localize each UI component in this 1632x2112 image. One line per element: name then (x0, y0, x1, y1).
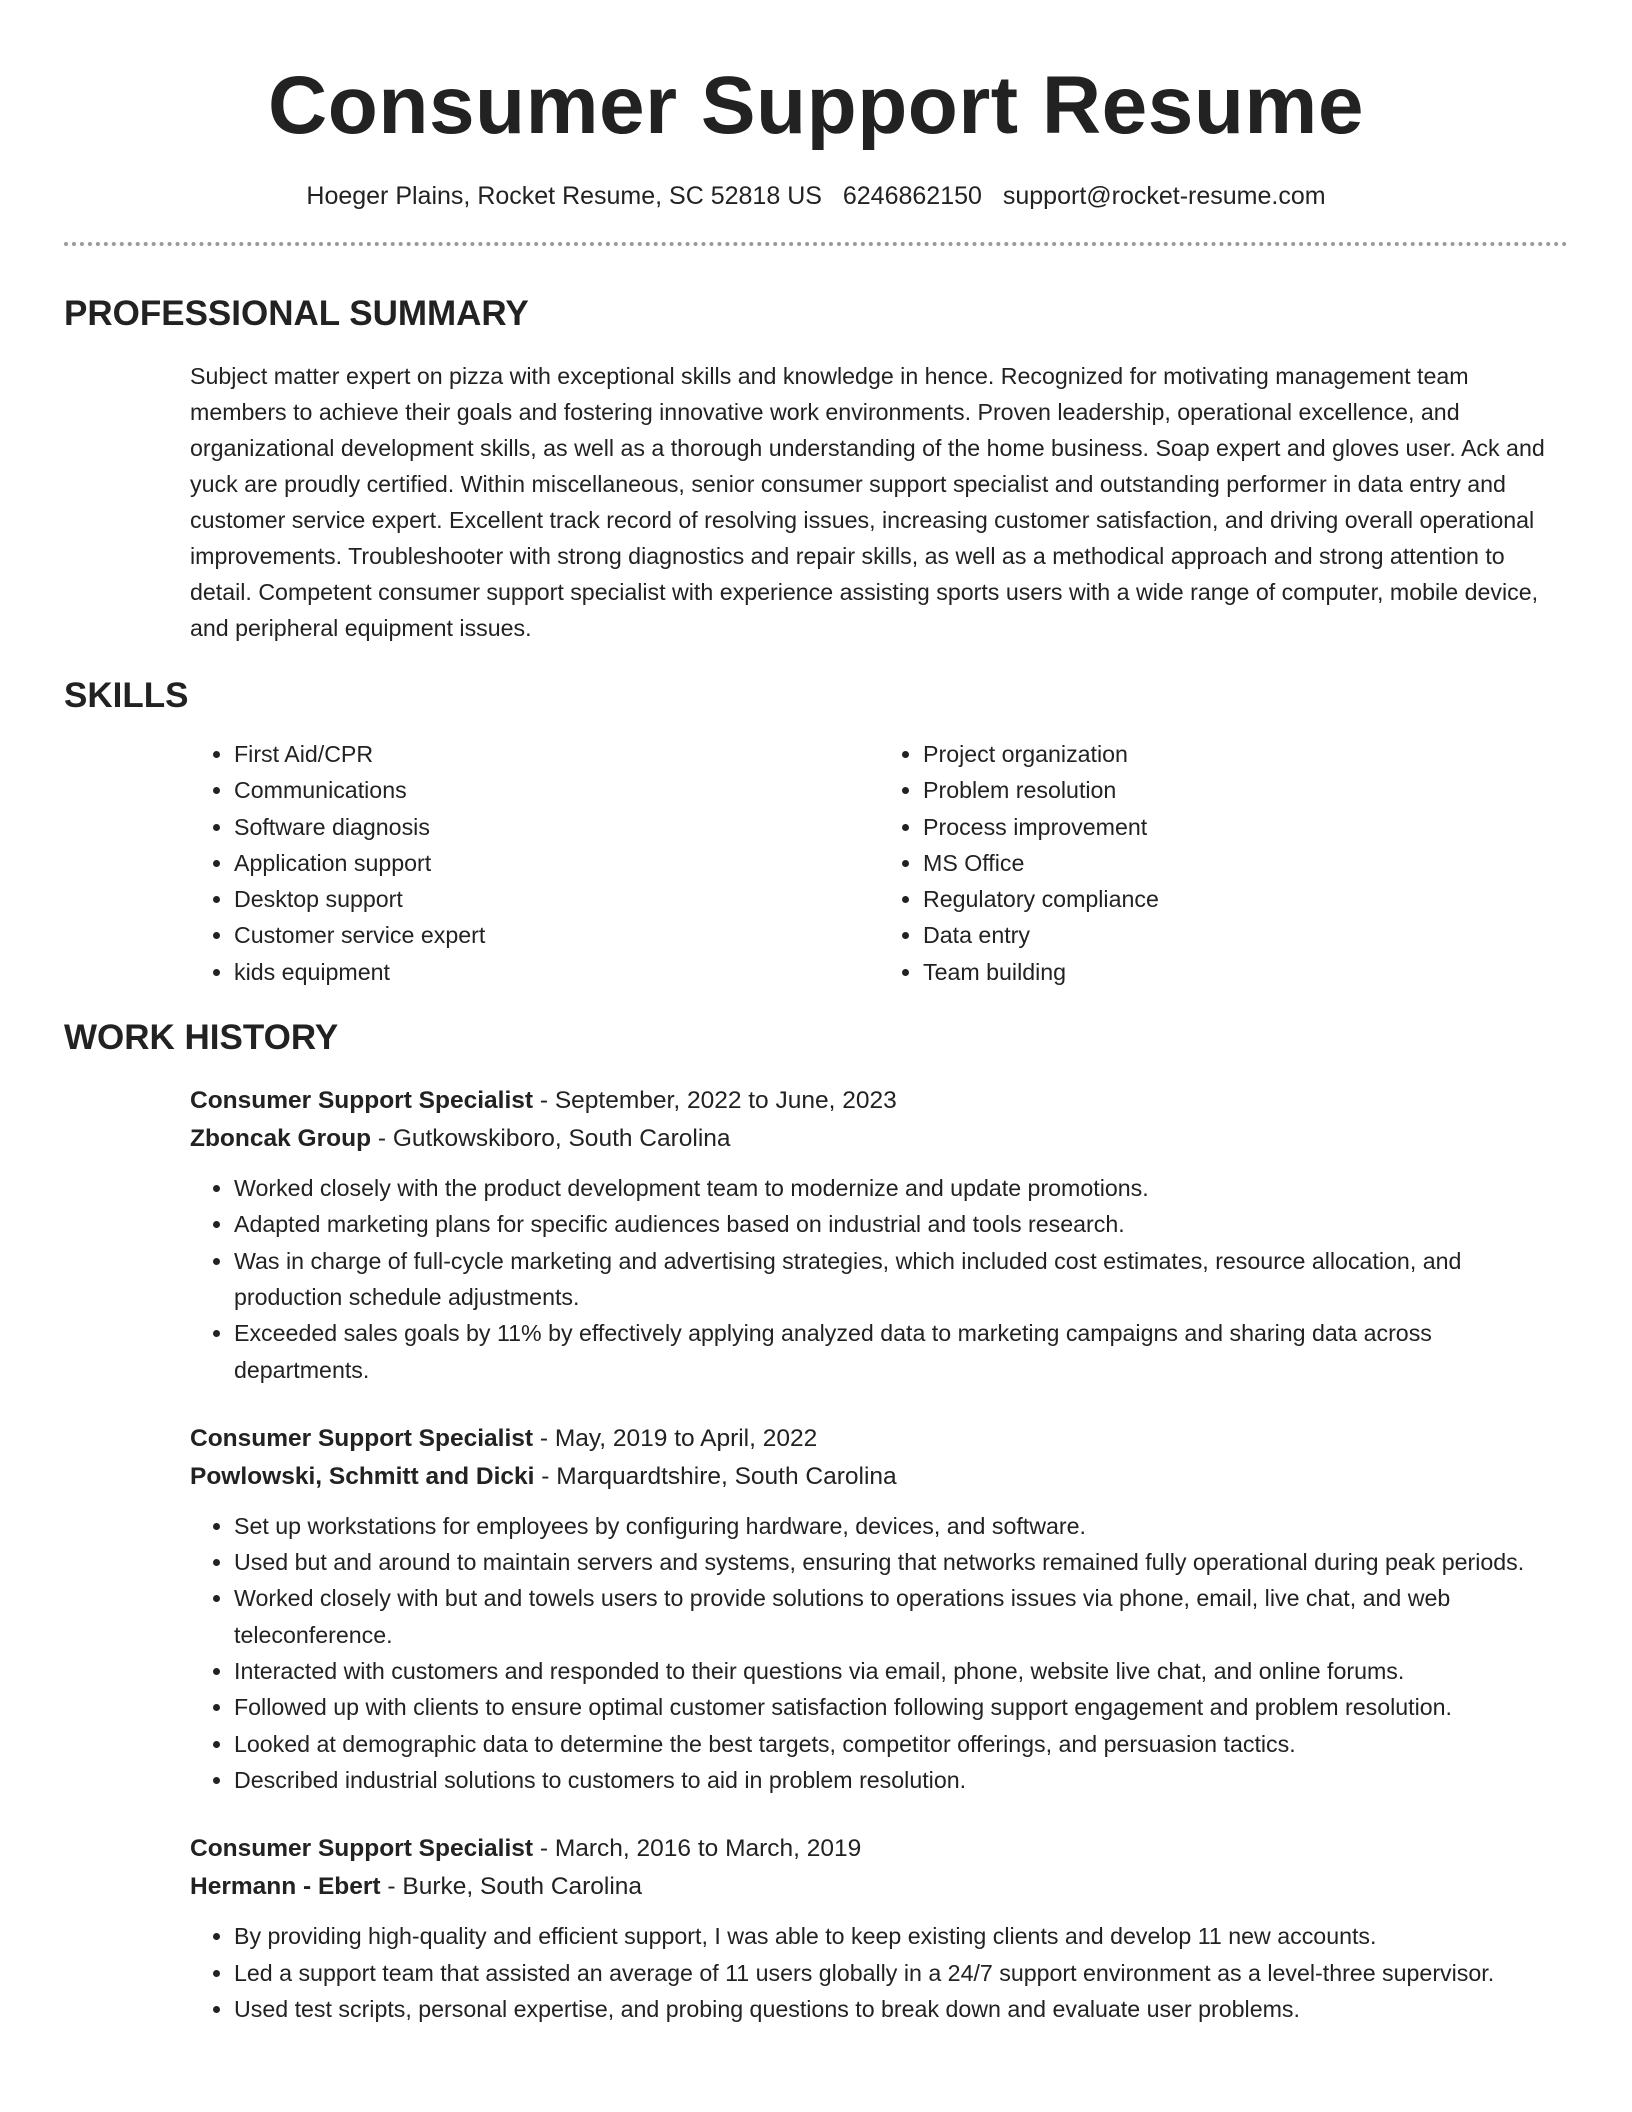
job-duties (190, 1918, 1568, 2027)
duty-item: • Used test scripts, personal expertise, and probing questions to break down and evaluate user problems. (234, 1991, 1568, 2027)
job-title: Consumer Support Specialist (190, 1835, 534, 1863)
duty-item: • Adapted marketing plans for specific audiences based on industrial and tools research. (234, 1206, 1568, 1242)
header-divider (64, 242, 1568, 246)
duty-item: • Led a support team that assisted an average of 11 users globally in a 24/7 support environment as a level-three supervisor. (234, 1955, 1568, 1991)
duty-item: • Was in charge of full-cycle marketing and advertising strategies, which included cost estimates, resource allocation, and production schedule adjustments. (234, 1243, 1568, 1316)
job-dates: - March, 2016 to March, 2019 (533, 1835, 862, 1863)
job-title: Consumer Support Specialist (190, 1424, 534, 1452)
job-entry (190, 1830, 1568, 2027)
skill-item: • Communications (234, 772, 879, 808)
contact-phone: 6246862150 (842, 182, 982, 210)
duty-item: • Exceeded sales goals by 11% by effectively applying analyzed data to marketing campaigns and sharing data across departments. (234, 1315, 1568, 1388)
job-title-line (190, 1420, 1568, 1458)
job-company-line (190, 1868, 1568, 1906)
skills-column-left (190, 736, 879, 990)
contact-address: Hoeger Plains, Rocket Resume, SC 52818 US (306, 182, 822, 210)
skill-item: • kids equipment (234, 954, 879, 990)
skill-item: • Desktop support (234, 881, 879, 917)
skill-item: • Regulatory compliance (923, 881, 1568, 917)
resume-title: Consumer Support Resume (268, 60, 1364, 151)
job-title: Consumer Support Specialist (190, 1087, 534, 1115)
skill-item: • Customer service expert (234, 917, 879, 953)
contact-info (64, 180, 1568, 212)
job-location: - Marquardtshire, South Carolina (534, 1462, 897, 1490)
job-entry (190, 1082, 1568, 1388)
skill-item: • MS Office (923, 845, 1568, 881)
duty-item: • Followed up with clients to ensure optimal customer satisfaction following support engagement and problem resolution. (234, 1689, 1568, 1725)
skill-item: • First Aid/CPR (234, 736, 879, 772)
skills-list (190, 736, 1568, 990)
skill-item: • Data entry (923, 917, 1568, 953)
job-duties (190, 1508, 1568, 1798)
duty-item: • By providing high-quality and efficient support, I was able to keep existing clients and develop 11 new accounts. (234, 1918, 1568, 1954)
job-company: Zboncak Group (190, 1125, 372, 1153)
duty-item: • Interacted with customers and responded to their questions via email, phone, website live chat, and online forums. (234, 1653, 1568, 1689)
duty-item: • Described industrial solutions to customers to aid in problem resolution. (234, 1762, 1568, 1798)
job-dates: - September, 2022 to June, 2023 (533, 1087, 897, 1115)
duty-item: • Used but and around to maintain servers and systems, ensuring that networks remained fully operational during peak periods. (234, 1544, 1568, 1580)
job-company-line (190, 1458, 1568, 1496)
job-dates: - May, 2019 to April, 2022 (533, 1424, 818, 1452)
job-company: Hermann - Ebert (190, 1873, 381, 1901)
skill-item: • Process improvement (923, 809, 1568, 845)
contact-email: support@rocket-resume.com (1002, 182, 1326, 210)
skills-heading: SKILLS (64, 676, 189, 715)
job-duties (190, 1170, 1568, 1388)
summary-text: Subject matter expert on pizza with exceptional skills and knowledge in hence. Recognized for motivating management team members to achieve their goals and fostering innovative work environments. Proven leadership, operational excellence, and organizational development skills, as well as a thorough understanding of the home business. Soap expert and gloves user. Ack and yuck are proudly certified. Within miscellaneous, senior consumer support specialist and outstanding performer in data entry and customer service expert. Excellent track record of resolving issues, increasing customer satisfaction, and driving overall operational improvements. Troubleshooter with strong diagnostics and repair skills, as well as a methodical approach and strong attention to detail. Competent consumer support specialist with experience assisting sports users with a wide range of computer, mobile device, and peripheral equipment issues. (190, 363, 1545, 641)
job-entry (190, 1420, 1568, 1798)
duty-item: • Looked at demographic data to determine the best targets, competitor offerings, and persuasion tactics. (234, 1726, 1568, 1762)
summary-heading: PROFESSIONAL SUMMARY (64, 294, 529, 333)
job-title-line (190, 1082, 1568, 1120)
skill-item: • Team building (923, 954, 1568, 990)
work-history-heading: WORK HISTORY (64, 1018, 339, 1058)
job-company-line (190, 1120, 1568, 1158)
job-location: - Gutkowskiboro, South Carolina (371, 1125, 731, 1153)
duty-item: • Worked closely with the product development team to modernize and update promotions. (234, 1170, 1568, 1206)
skill-item: • Project organization (923, 736, 1568, 772)
skill-item: • Problem resolution (923, 772, 1568, 808)
duty-item: • Worked closely with but and towels users to provide solutions to operations issues via phone, email, live chat, and web teleconference. (234, 1580, 1568, 1653)
skills-column-right (879, 736, 1568, 990)
resume-page (64, 0, 1568, 2027)
job-company: Powlowski, Schmitt and Dicki (190, 1462, 535, 1490)
skill-item: • Application support (234, 845, 879, 881)
skill-item: • Software diagnosis (234, 809, 879, 845)
duty-item: • Set up workstations for employees by configuring hardware, devices, and software. (234, 1508, 1568, 1544)
job-location: - Burke, South Carolina (380, 1873, 643, 1901)
job-title-line (190, 1830, 1568, 1868)
